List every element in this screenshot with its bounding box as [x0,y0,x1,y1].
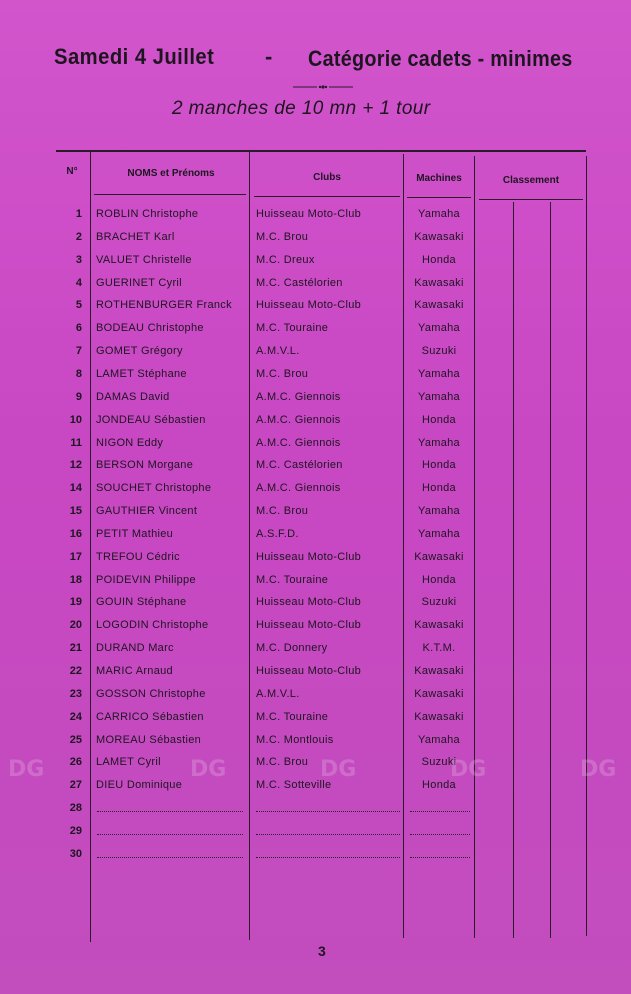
entry-machine: Honda [422,253,456,266]
svg-text:DG: DG [580,757,617,782]
blank-club-line [256,811,400,812]
entry-club: A.M.C. Giennois [256,436,341,449]
entry-name: GOMET Grégory [96,345,183,358]
table-row [0,459,631,481]
entry-number: 27 [69,779,82,792]
entry-machine: Kawasaki [414,299,464,312]
header-underline-clubs [254,196,400,197]
entry-machine: Kawasaki [414,550,464,563]
title-separator: - [265,44,273,69]
entry-name: MARIC Arnaud [96,665,173,677]
table-row [0,231,631,253]
entry-name: NIGON Eddy [96,436,164,449]
entry-number: 24 [69,710,82,723]
entry-name: GOUIN Stéphane [96,596,187,609]
entry-machine: Yamaha [418,505,460,518]
entry-machine: Kawasaki [414,276,464,289]
table-row [0,482,631,504]
entry-machine: Suzuki [421,756,457,769]
entry-number: 18 [69,573,82,586]
entry-name: BRACHET Karl [96,230,175,243]
page-number: 3 [318,943,326,959]
blank-machine-line [410,811,470,812]
entry-club: M.C. Touraine [256,573,329,586]
blank-club-line [256,857,400,858]
entry-club: M.C. Brou [256,230,309,243]
entry-name: JONDEAU Sébastien [96,413,206,426]
blank-name-line [97,834,243,835]
header-underline-machines [407,197,471,198]
entry-machine: Honda [422,413,456,426]
page-title-category: Catégorie cadets - minimes [308,46,573,71]
table-row [0,368,631,390]
ornament-divider [293,82,353,92]
blank-machine-line [410,857,470,858]
entry-name: CARRICO Sébastien [96,710,204,723]
svg-text:DG: DG [320,757,357,782]
entry-name: TREFOU Cédric [96,550,180,563]
table-row [0,391,631,413]
table-row [0,414,631,436]
page-title-date: Samedi 4 Juillet [54,44,215,69]
entry-machine: Kawasaki [414,687,464,700]
blank-machine-line [410,834,470,835]
entry-machine: Suzuki [421,596,457,609]
entry-number: 4 [75,276,82,289]
entry-number: 6 [75,322,82,335]
table-row [0,779,631,801]
entry-number: 28 [69,802,82,815]
entry-club: M.C. Brou [256,505,309,518]
entry-number: 20 [69,619,82,632]
entry-number: 12 [69,459,82,472]
entry-name: PETIT Mathieu [96,527,174,540]
table-top-rule [56,150,586,152]
svg-text:DG: DG [8,757,45,782]
entry-machine: Kawasaki [414,710,464,723]
entry-club: M.C. Brou [256,756,309,769]
table-row [0,322,631,344]
blank-club-line [256,834,400,835]
entry-machine: Kawasaki [414,230,464,243]
entry-club: A.M.V.L. [256,687,300,700]
table-row [0,345,631,367]
header-clubs: Clubs [313,172,341,183]
table-row [0,688,631,710]
table-row [0,756,631,778]
entry-club: Huisseau Moto-Club [256,665,362,677]
blank-name-line [97,811,243,812]
entry-number: 16 [69,527,82,540]
entry-club: M.C. Montlouis [256,733,334,746]
header-underline-names [94,194,246,195]
entry-number: 9 [75,390,82,403]
entry-number: 3 [75,253,82,266]
entry-club: Huisseau Moto-Club [256,208,362,220]
entry-club: A.M.C. Giennois [256,482,341,495]
entry-number: 5 [75,299,82,312]
table-row-blank [0,848,631,870]
table-row [0,665,631,687]
race-format-subtitle: 2 manches de 10 mn + 1 tour [172,98,431,119]
entry-name: GOSSON Christophe [96,687,206,700]
table-row [0,734,631,756]
entry-club: A.S.F.D. [256,527,299,540]
entry-machine: Yamaha [418,436,460,449]
table-row [0,299,631,321]
entry-name: BERSON Morgane [96,459,194,472]
svg-text:DG: DG [190,757,227,782]
entry-name: VALUET Christelle [96,253,192,266]
entry-name: LAMET Cyril [96,756,161,769]
entry-club: M.C. Sotteville [256,779,332,792]
entry-number: 2 [75,230,82,243]
header-underline-classement [479,199,583,200]
entry-number: 19 [69,596,82,609]
entry-number: 15 [69,505,82,518]
entry-number: 11 [70,436,82,449]
entry-number: 17 [69,550,82,563]
entry-club: M.C. Castélorien [256,459,343,472]
entry-machine: Kawasaki [414,619,464,632]
header-num: N° [66,166,78,177]
entry-club: Huisseau Moto-Club [256,550,362,563]
entry-number: 23 [69,687,82,700]
table-row [0,642,631,664]
entry-machine: Kawasaki [414,665,464,677]
entry-number: 10 [69,413,82,426]
entry-club: Huisseau Moto-Club [256,619,362,632]
entry-machine: Yamaha [418,390,460,403]
table-row [0,505,631,527]
entry-club: M.C. Touraine [256,322,329,335]
entry-machine: Honda [422,459,456,472]
entry-number: 22 [69,665,82,677]
entry-name: LAMET Stéphane [96,367,187,380]
table-row [0,437,631,459]
entry-club: M.C. Touraine [256,710,329,723]
entry-club: M.C. Brou [256,367,309,380]
entry-machine: Yamaha [418,208,460,220]
entry-name: DIEU Dominique [96,779,183,792]
table-row-blank [0,825,631,847]
entry-number: 7 [75,345,82,358]
entry-machine: Honda [422,779,456,792]
entry-club: M.C. Donnery [256,642,328,655]
blank-name-line [97,857,243,858]
entry-machine: Honda [422,573,456,586]
entry-machine: Yamaha [418,322,460,335]
table-row [0,711,631,733]
entry-club: A.M.V.L. [256,345,300,358]
entry-machine: Suzuki [421,345,457,358]
entry-number: 25 [69,733,82,746]
table-row [0,551,631,573]
entry-club: Huisseau Moto-Club [256,596,362,609]
table-row [0,277,631,299]
entry-number: 21 [69,642,82,655]
entry-name: DAMAS David [96,390,170,403]
entry-club: A.M.C. Giennois [256,390,341,403]
entry-name: ROBLIN Christophe [96,208,199,220]
entry-name: GUERINET Cyril [96,276,182,289]
table-row [0,208,631,230]
header-classement: Classement [502,175,560,186]
entry-name: MOREAU Sébastien [96,733,202,746]
svg-text:DG: DG [450,757,487,782]
table-row [0,596,631,618]
table-row [0,528,631,550]
table-row [0,619,631,641]
entry-name: SOUCHET Christophe [96,482,212,495]
table-row [0,254,631,276]
entry-machine: Yamaha [418,527,460,540]
entry-name: ROTHENBURGER Franck [96,299,232,312]
entry-club: A.M.C. Giennois [256,413,341,426]
entry-number: 1 [75,208,82,220]
header-names: NOMS et Prénoms [127,168,215,179]
entry-name: GAUTHIER Vincent [96,505,198,518]
entry-number: 14 [69,482,82,495]
entry-club: M.C. Castélorien [256,276,343,289]
entry-number: 26 [69,756,82,769]
entry-name: BODEAU Christophe [96,322,204,335]
entry-machine: Honda [422,482,456,495]
entry-number: 8 [75,367,82,380]
entry-machine: Yamaha [418,367,460,380]
entry-name: LOGODIN Christophe [96,619,209,632]
entry-club: M.C. Dreux [256,253,315,266]
entry-machine: Yamaha [418,733,460,746]
entry-club: Huisseau Moto-Club [256,299,362,312]
entry-name: POIDEVIN Philippe [96,573,196,586]
table-row-blank [0,802,631,824]
header-machines: Machines [416,173,462,184]
entry-machine: K.T.M. [422,642,456,655]
entry-number: 30 [69,847,82,860]
entry-name: DURAND Marc [96,642,174,655]
entry-number: 29 [69,824,82,837]
table-row [0,574,631,596]
